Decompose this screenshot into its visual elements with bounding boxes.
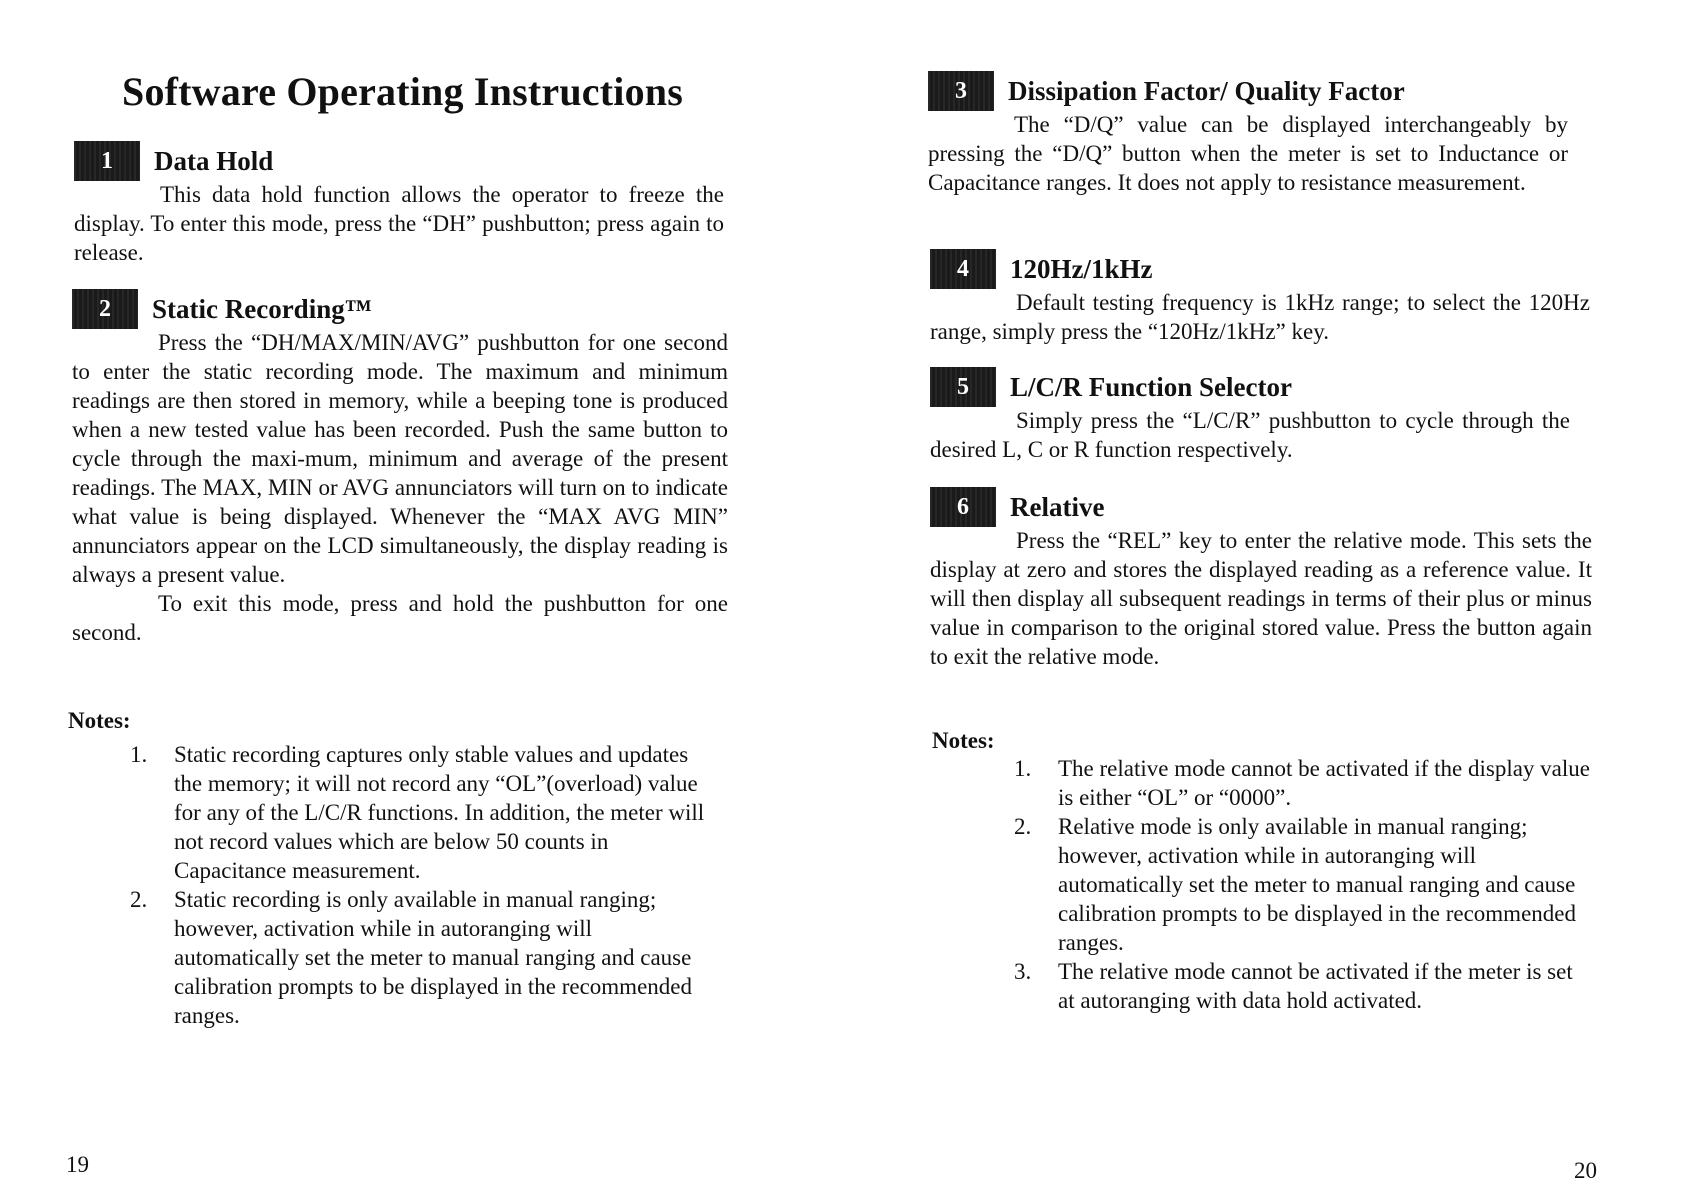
note-text: Static recording is only available in manual ranging; however, activation while in autoranging will automatically set the meter to manual ranging and cause calibration prompts to be displayed in the recommended ranges. <box>174 887 692 1028</box>
section-number-badge: 5 <box>930 367 996 407</box>
note-number: 2. <box>130 887 148 912</box>
section-header <box>72 288 728 330</box>
note-text: Relative mode is only available in manual ranging; however, activation while in autoranging will automatically set the meter to manual ranging and cause calibration prompts to be displayed in the recommended ranges. <box>1058 814 1576 955</box>
section-data-hold <box>74 140 724 267</box>
note-item <box>1014 812 1594 957</box>
note-number: 1. <box>130 742 148 767</box>
section-number-badge: 2 <box>72 289 138 329</box>
section-number-badge: 4 <box>930 249 996 289</box>
section-static-recording <box>72 288 728 647</box>
section-number-badge: 3 <box>928 71 994 111</box>
section-header <box>930 248 1590 290</box>
section-title: L/C/R Function Selector <box>1010 371 1292 402</box>
section-number-badge: 6 <box>930 487 996 527</box>
section-header <box>930 366 1570 408</box>
right-page <box>842 0 1684 1190</box>
note-number: 3. <box>1014 959 1032 984</box>
note-text: Static recording captures only stable values and updates the memory; it will not record any “OL”(overload) value for any of the L/C/R functions. In addition, the meter will not record values which are below 50 counts in Capacitance measurement. <box>174 742 705 883</box>
note-item <box>130 740 720 885</box>
page-number: 19 <box>66 1152 89 1177</box>
section-body-exit: To exit this mode, press and hold the pushbutton for one second. <box>72 591 728 645</box>
page-title: Software Operating Instructions <box>122 69 684 114</box>
section-title: Static Recording™ <box>152 293 372 324</box>
section-body: Press the “DH/MAX/MIN/AVG” pushbutton for one second to enter the static recording mode. The maximum and minimum readings are then stored in memory, while a beeping tone is produced when a new tested value has been recorded. Push the same button to cycle through the maxi-mum, minimum and average of the present readings. The MAX, MIN or AVG annunciators will turn on to indicate what value is being displayed. Whenever the “MAX AVG MIN” annunciators appear on the LCD simultaneously, the display reading is always a present value. <box>72 330 728 587</box>
section-title: Dissipation Factor/ Quality Factor <box>1008 75 1405 106</box>
section-header <box>928 70 1568 112</box>
section-title: 120Hz/1kHz <box>1010 253 1153 284</box>
section-body: Press the “REL” key to enter the relative mode. This sets the display at zero and stores the displayed reading as a reference value. It will then display all subsequent readings in terms of their plus or minus value in comparison to the original stored value. Press the button again to exit the relative mode. <box>930 528 1592 669</box>
note-text: The relative mode cannot be activated if the meter is set at autoranging with data hold activated. <box>1058 959 1573 1013</box>
section-header <box>930 486 1592 528</box>
section-frequency <box>930 248 1590 346</box>
note-number: 1. <box>1014 756 1032 781</box>
section-title: Relative <box>1010 491 1105 522</box>
note-item <box>1014 754 1594 812</box>
section-body: Default testing frequency is 1kHz range; to select the 120Hz range, simply press the “120Hz/1kHz” key. <box>930 290 1590 344</box>
notes-label: Notes: <box>932 728 995 753</box>
section-body: Simply press the “L/C/R” pushbutton to cycle through the desired L, C or R function respectively. <box>930 408 1570 462</box>
note-item <box>130 885 720 1030</box>
notes-label: Notes: <box>68 708 131 733</box>
section-lcr-selector <box>930 366 1570 464</box>
section-number-badge: 1 <box>74 141 140 181</box>
notes-list <box>1014 754 1594 1015</box>
page-number: 20 <box>1574 1158 1597 1183</box>
note-item <box>1014 957 1594 1015</box>
section-body: The “D/Q” value can be displayed interchangeably by pressing the “D/Q” button when the meter is set to Inductance or Capacitance ranges. It does not apply to resistance measurement. <box>928 112 1568 195</box>
section-dissipation-factor <box>928 70 1568 197</box>
section-title: Data Hold <box>154 145 274 176</box>
section-body: This data hold function allows the operator to freeze the display. To enter this mode, press the “DH” pushbutton; press again to release. <box>74 182 724 265</box>
section-header <box>74 140 724 182</box>
note-text: The relative mode cannot be activated if the display value is either “OL” or “0000”. <box>1058 756 1590 810</box>
note-number: 2. <box>1014 814 1032 839</box>
notes-list <box>130 740 720 1030</box>
section-relative <box>930 486 1592 671</box>
